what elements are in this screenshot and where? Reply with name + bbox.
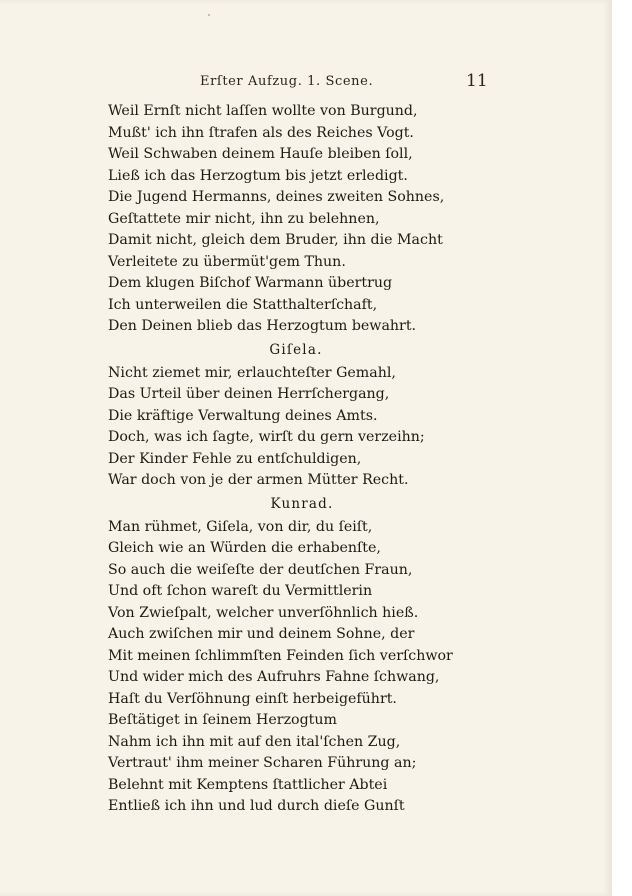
running-title: Erſter Aufzug. 1. Scene.: [200, 74, 374, 89]
verse-line: Auch zwiſchen mir und deinem Sohne, der: [108, 626, 415, 642]
verse-line: Haſt du Verſöhnung einſt herbeigeführt.: [108, 690, 397, 707]
verse-line: Weil Ernſt nicht laſſen wollte von Burgund,: [108, 103, 418, 119]
verse-line: Mußt' ich ihn ſtrafen als des Reiches Vogt.: [108, 124, 414, 141]
page-number: 11: [466, 71, 488, 91]
verse-line: Geſtattete mir nicht, ihn zu belehnen,: [108, 210, 380, 227]
verse-line: Mit meinen ſchlimmſten Feinden ſich verſchwor: [108, 647, 453, 664]
scan-margin: [612, 0, 632, 896]
verse-line: Und oft ſchon wareſt du Vermittlerin: [108, 583, 373, 599]
verse-line: Die Jugend Hermanns, deines zweiten Sohnes,: [108, 189, 445, 205]
verse-line: Man rühmet, Giſela, von dir, du ſeiſt,: [108, 518, 373, 535]
running-head: [0, 71, 612, 94]
verse-line: Belehnt mit Kemptens ſtattlicher Abtei: [108, 776, 388, 793]
speaker-name-gisela: Giſela.: [269, 341, 323, 358]
verse-line: So auch die weiſeſte der deutſchen Fraun,: [108, 561, 413, 578]
verse-line: Von Zwieſpalt, welcher unverſöhnlich hieß.: [108, 604, 419, 621]
verse-line: Den Deinen blieb das Herzogtum bewahrt.: [108, 318, 417, 334]
verse-line: Vertraut' ihm meiner Scharen Führung an;: [108, 755, 417, 771]
verse-text: [108, 101, 468, 818]
verse-block-1: [108, 101, 468, 338]
verse-block-3: [108, 517, 468, 818]
verse-line: Dem klugen Biſchof Warmann übertrug: [108, 275, 393, 291]
verse-line: Damit nicht, gleich dem Bruder, ihn die Macht: [108, 232, 443, 248]
verse-line: Entließ ich ihn und lud durch dieſe Gunſt: [108, 798, 405, 814]
verse-line: Doch, was ich ſagte, wirſt du gern verzeihn;: [108, 429, 425, 445]
verse-line: Ich unterweilen die Statthalterſchaft,: [108, 296, 378, 313]
speaker-name-kunrad: Kunrad.: [270, 495, 334, 512]
verse-line: Nahm ich ihn mit auf den ital'ſchen Zug,: [108, 733, 401, 750]
verse-line: Die kräftige Verwaltung deines Amts.: [108, 407, 378, 424]
verse-line: War doch von je der armen Mütter Recht.: [108, 472, 409, 488]
verse-line: Das Urteil über deinen Herrſchergang,: [108, 386, 390, 402]
verse-line: Ließ ich das Herzogtum bis jetzt erledigt.: [108, 167, 408, 184]
verse-line: Beſtätiget in ſeinem Herzogtum: [108, 712, 337, 728]
verse-line: Gleich wie an Würden die erhabenſte,: [108, 540, 381, 556]
verse-line: Der Kinder Fehle zu entſchuldigen,: [108, 450, 362, 467]
paper-speck: [208, 14, 210, 16]
verse-line: Nicht ziemet mir, erlauchteſter Gemahl,: [108, 364, 396, 381]
verse-block-2: [108, 363, 468, 492]
verse-line: Verleitete zu übermüt'gem Thun.: [108, 253, 346, 270]
verse-line: Weil Schwaben deinem Hauſe bleiben ſoll,: [108, 146, 413, 162]
verse-line: Und wider mich des Aufruhrs Fahne ſchwang,: [108, 669, 440, 685]
